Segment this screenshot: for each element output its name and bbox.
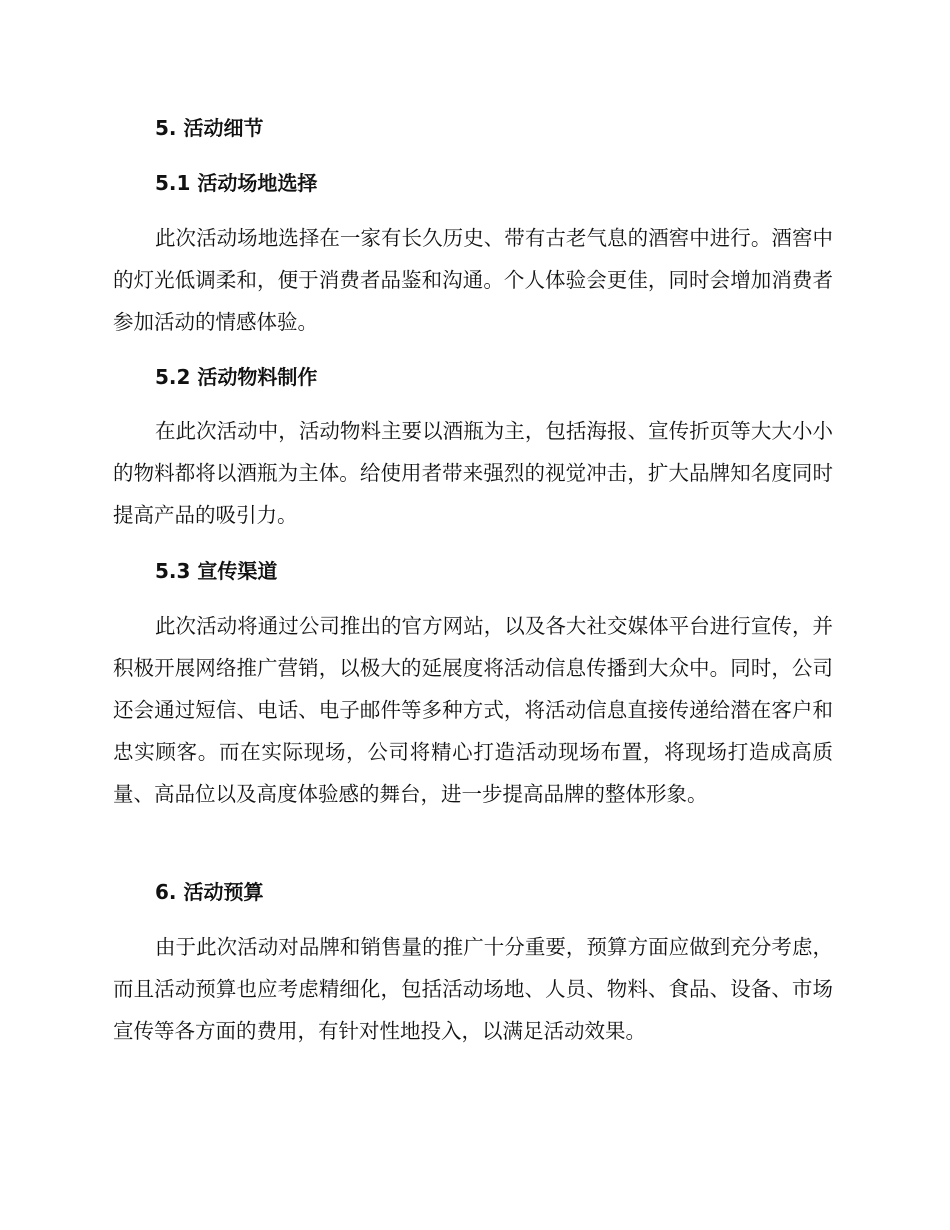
section-5-1-paragraph: 此次活动场地选择在一家有长久历史、带有古老气息的酒窖中进行。酒窖中的灯光低调柔和，便于消费者品鉴和沟通。个人体验会更佳，同时会增加消费者参加活动的情感体验。: [113, 226, 833, 334]
section-5-heading: 5. 活动细节: [155, 116, 264, 140]
section-5-2-paragraph: 在此次活动中，活动物料主要以酒瓶为主，包括海报、宣传折页等大大小小的物料都将以酒瓶为主体。给使用者带来强烈的视觉冲击，扩大品牌知名度同时提高产品的吸引力。: [113, 419, 833, 527]
section-6-paragraph: 由于此次活动对品牌和销售量的推广十分重要，预算方面应做到充分考虑，而且活动预算也应考虑精细化，包括活动场地、人员、物料、食品、设备、市场宣传等各方面的费用，有针对性地投入，以满足活动效果。: [113, 935, 833, 1043]
section-5-2-heading: 5.2 活动物料制作: [155, 365, 318, 389]
section-5-3-heading: 5.3 宣传渠道: [155, 559, 278, 583]
section-6-heading: 6. 活动预算: [155, 880, 264, 904]
section-5-3-paragraph: 此次活动将通过公司推出的官方网站，以及各大社交媒体平台进行宣传，并积极开展网络推广营销，以极大的延展度将活动信息传播到大众中。同时，公司还会通过短信、电话、电子邮件等多种方式，将活动信息直接传递给潜在客户和忠实顾客。而在实际现场，公司将精心打造活动现场布置，将现场打造成高质量、高品位以及高度体验感的舞台，进一步提高品牌的整体形象。: [113, 614, 833, 806]
section-5-1-heading: 5.1 活动场地选择: [155, 171, 318, 195]
